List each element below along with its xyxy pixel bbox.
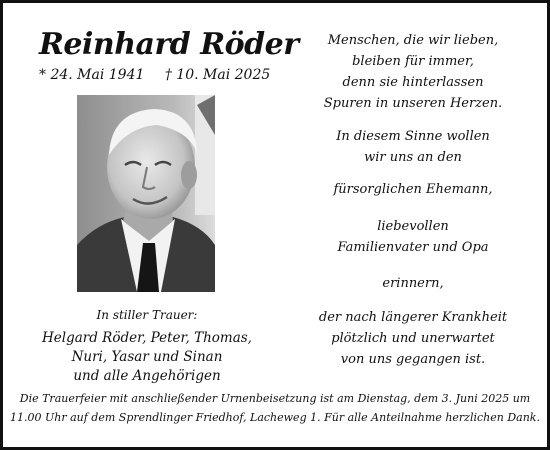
mourners-intro: In stiller Trauer: — [96, 308, 198, 322]
poem-line: denn sie hinterlassen — [342, 75, 484, 90]
poem-line: plötzlich und unerwartet — [331, 331, 495, 346]
poem-line: von uns gegangen ist. — [340, 352, 486, 367]
life-dates — [39, 67, 279, 83]
poem-stanza-2 — [298, 126, 528, 168]
poem-stanza-3 — [298, 179, 528, 200]
mourners-line: und alle Angehörigen — [73, 368, 221, 384]
poem-line: In diesem Sinne wollen — [336, 129, 490, 144]
poem-line: Menschen, die wir lieben, — [327, 33, 499, 48]
poem-stanza-5 — [298, 273, 528, 294]
poem-line: erinnern, — [382, 276, 444, 291]
poem-line: bleiben für immer, — [352, 54, 474, 69]
mourners-line: Helgard Röder, Peter, Thomas, — [42, 330, 252, 346]
poem-stanza-4 — [298, 216, 528, 258]
portrait-photo — [77, 95, 215, 292]
poem-stanza-1 — [298, 30, 528, 114]
death-date: † 10. Mai 2025 — [164, 67, 271, 83]
poem-line: liebevollen — [377, 219, 449, 234]
funeral-info-line: 11.00 Uhr auf dem Sprendlinger Friedhof, Lacheweg 1. Für alle Anteilnahme herzlichen Dank. — [10, 411, 540, 424]
mourners-line: Nuri, Yasar und Sinan — [71, 349, 223, 365]
poem-line: Spuren in unseren Herzen. — [323, 96, 503, 111]
mourners-block — [23, 306, 271, 386]
poem-stanza-6 — [298, 307, 528, 370]
poem-line: der nach längerer Krankheit — [318, 310, 508, 325]
funeral-info — [9, 389, 541, 427]
birth-date: * 24. Mai 1941 — [39, 67, 145, 83]
portrait-image — [77, 95, 215, 292]
poem-line: fürsorglichen Ehemann, — [333, 182, 493, 197]
deceased-name: Reinhard Röder — [39, 27, 299, 62]
poem-line: wir uns an den — [364, 150, 462, 165]
poem-line: Familienvater und Opa — [337, 240, 489, 255]
funeral-info-line: Die Trauerfeier mit anschließender Urnenbeisetzung ist am Dienstag, dem 3. Juni 2025 um — [19, 392, 531, 405]
